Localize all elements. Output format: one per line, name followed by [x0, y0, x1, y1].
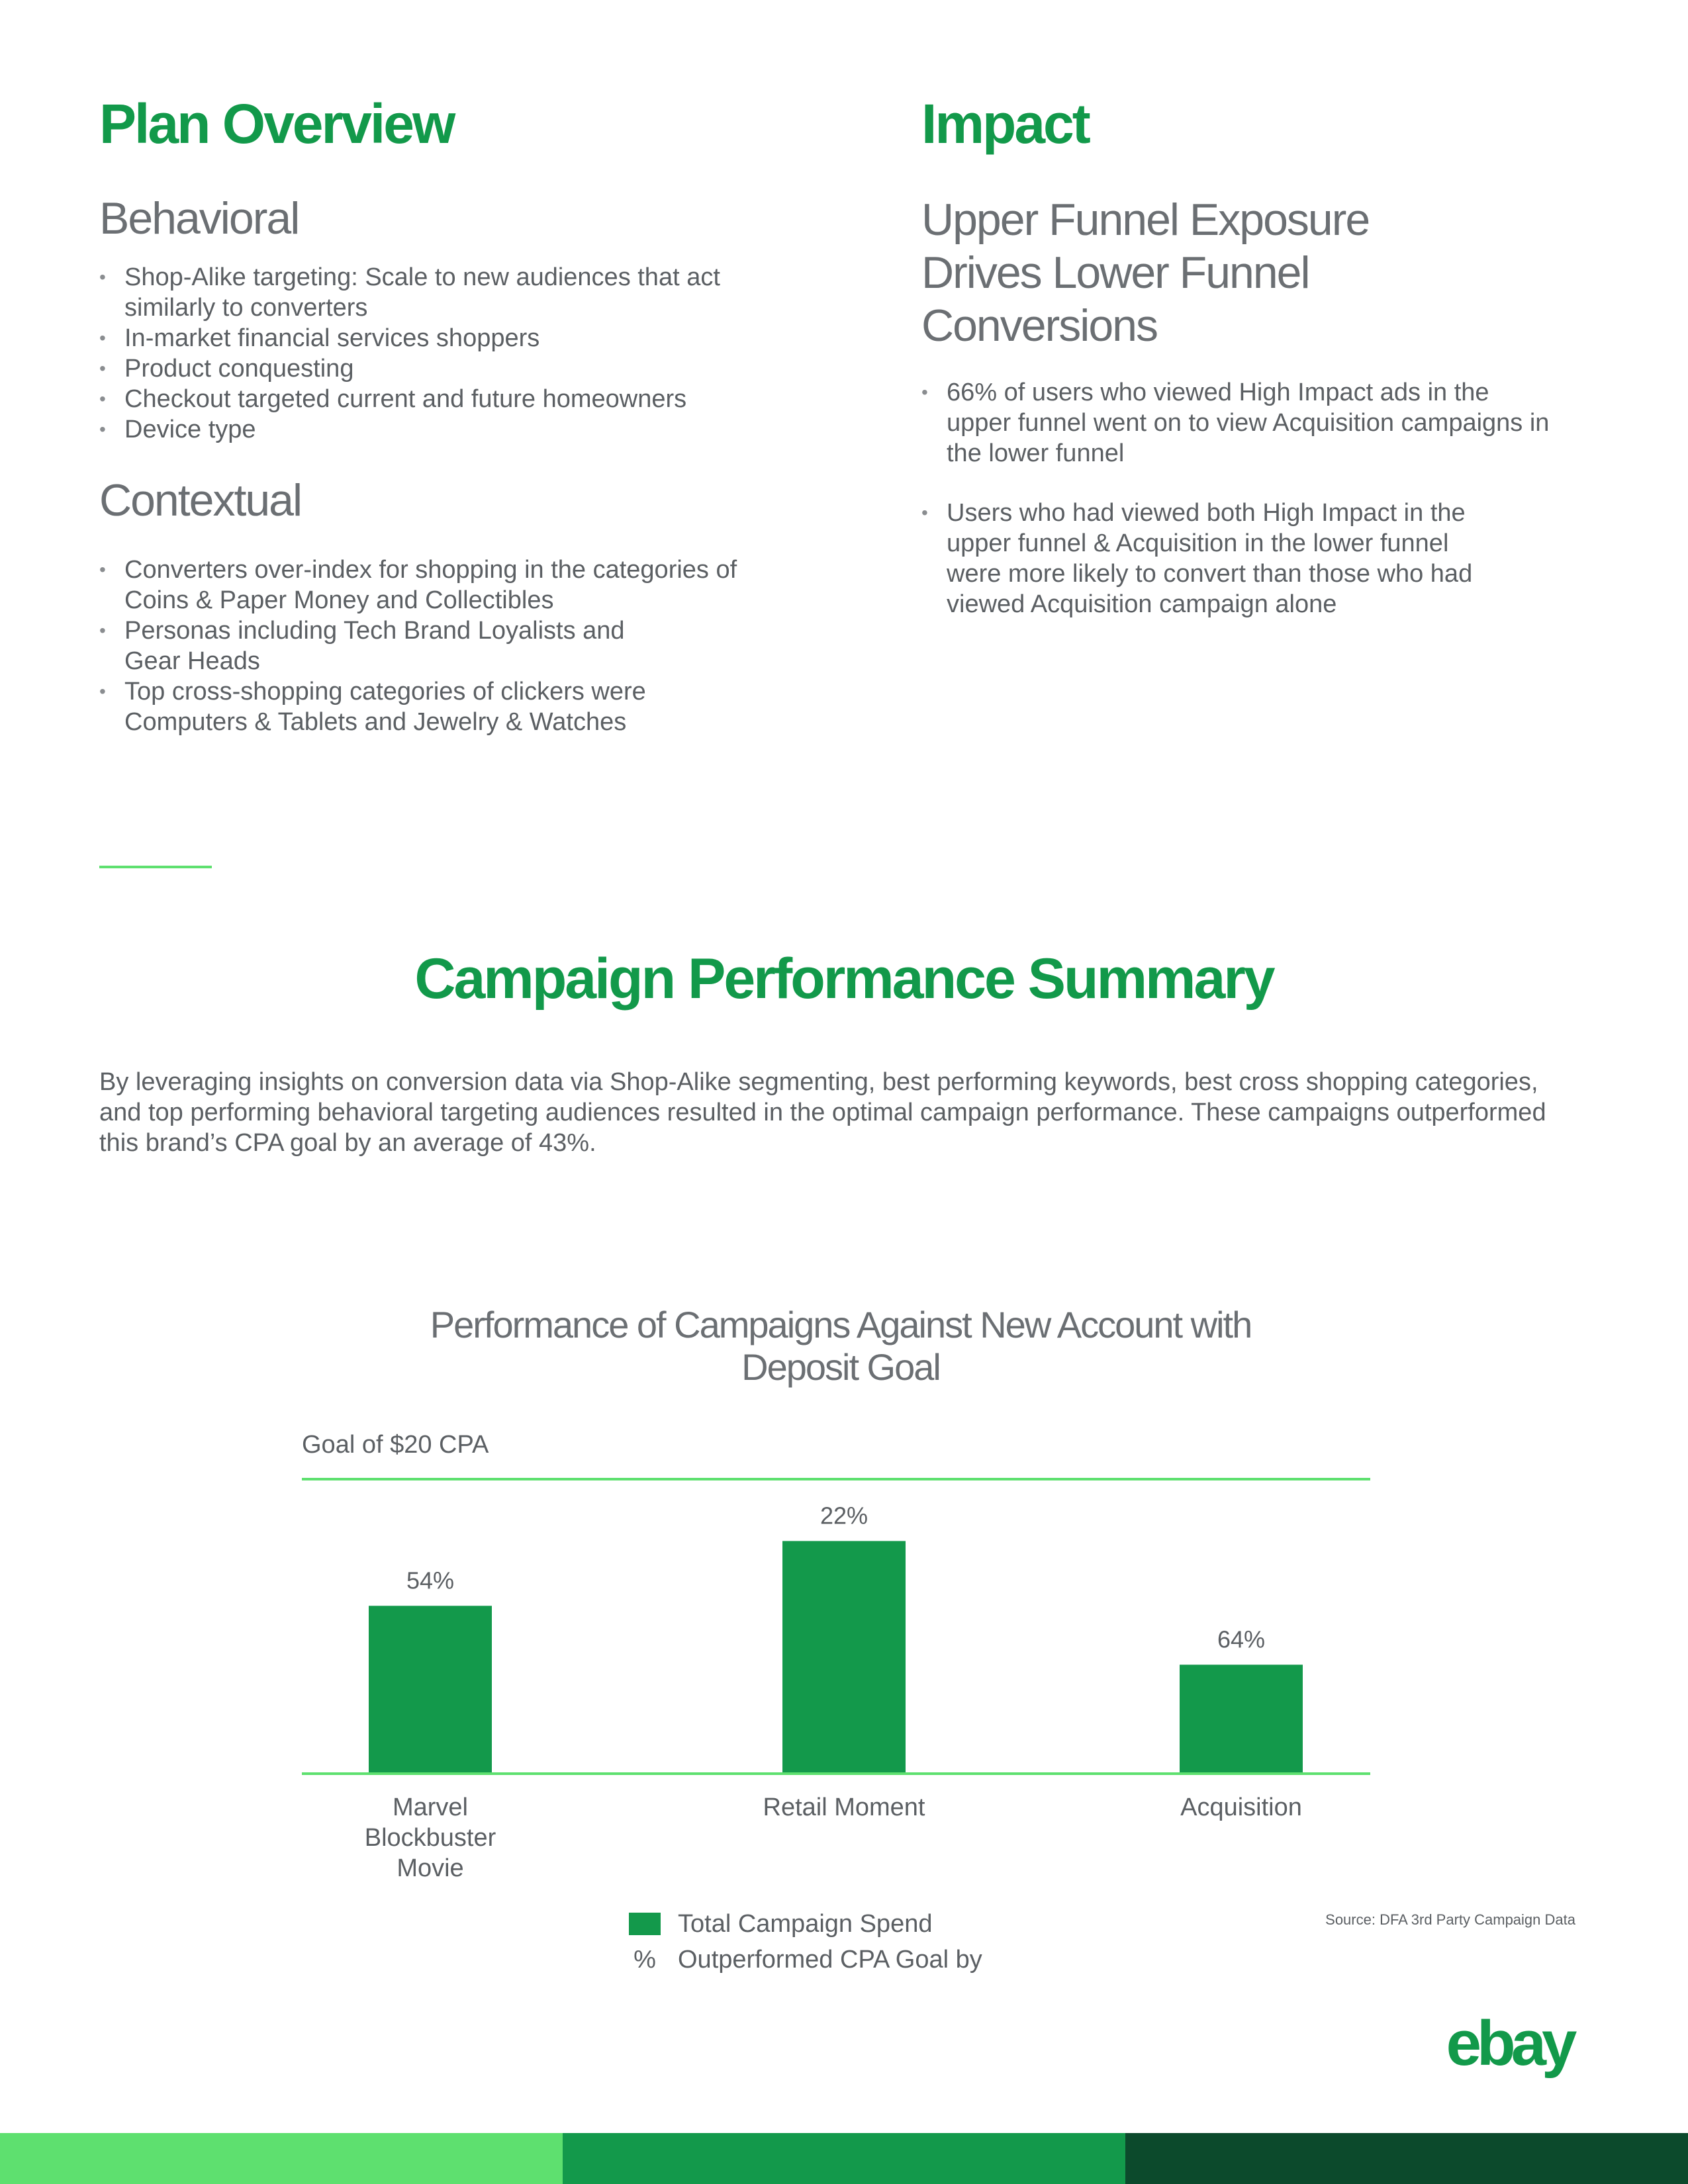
goal-label: Goal of $20 CPA [302, 1431, 489, 1459]
list-item: • Converters over-index for shopping in the categories of Coins & Paper Money and Collectibles [99, 555, 788, 615]
legend-pct-symbol: % [633, 1946, 656, 1974]
list-item: • In-market financial services shoppers [99, 323, 801, 353]
bar-chart [291, 1423, 1417, 1886]
category-label: Retail Moment [763, 1794, 925, 1821]
summary-body: By leveraging insights on conversion data via Shop-Alike segmenting, best performing keywords, best cross shopping categories, and top performing behavioral targeting audiences resulted in the optimal campaign performance. These campaigns outperformed this brand’s CPA goal by an average of 43%. [99, 1068, 1546, 1157]
category-label: Marvel Blockbuster Movie [364, 1794, 496, 1882]
footer-band-light [0, 2133, 563, 2184]
list-item: • Shop-Alike targeting: Scale to new audiences that act similarly to converters [99, 262, 801, 323]
bar [369, 1606, 492, 1774]
category-label: Acquisition [1180, 1794, 1302, 1821]
summary-title: Campaign Performance Summary [414, 947, 1274, 1011]
legend-swatch [629, 1913, 661, 1935]
contextual-list [99, 555, 788, 737]
impact-list [921, 377, 1557, 649]
legend-item-spend [629, 1906, 982, 1942]
data-label: 54% [406, 1567, 455, 1594]
chart-legend [629, 1906, 982, 1978]
footer-band-medium [563, 2133, 1125, 2184]
chart-title: Performance of Campaigns Against New Account with Deposit Goal [430, 1304, 1252, 1388]
list-item: • Top cross-shopping categories of clickers were Computers & Tablets and Jewelry & Watches [99, 676, 735, 737]
behavioral-list [99, 262, 801, 445]
plan-overview-title: Plan Overview [99, 93, 454, 155]
list-item: • Device type [99, 414, 801, 445]
contextual-heading: Contextual [99, 475, 302, 525]
behavioral-heading: Behavioral [99, 193, 299, 244]
source-note: Source: DFA 3rd Party Campaign Data [1325, 1911, 1575, 1928]
bar [782, 1541, 906, 1774]
list-item: • Product conquesting [99, 353, 801, 384]
svg-text:ebay: ebay [1446, 2012, 1573, 2079]
bar [1180, 1664, 1303, 1774]
legend-item-pct [629, 1942, 982, 1978]
section-divider [99, 866, 212, 868]
list-item: • Personas including Tech Brand Loyalists and Gear Heads [99, 615, 642, 676]
data-label: 64% [1217, 1625, 1266, 1653]
impact-subheading: Upper Funnel Exposure Drives Lower Funnel Conversions [921, 195, 1370, 351]
impact-title: Impact [921, 93, 1089, 155]
list-item: • Users who had viewed both High Impact in the upper funnel & Acquisition in the lower funnel were more likely to convert than those who had viewed Acquisition campaign alone [921, 498, 1491, 619]
ebay-logo [1430, 2012, 1589, 2085]
list-item: • 66% of users who viewed High Impact ads in the upper funnel went on to view Acquisition campaigns in the lower funnel [921, 377, 1557, 469]
legend-pct-label: Outperformed CPA Goal by [678, 1946, 982, 1974]
list-item: • Checkout targeted current and future homeowners [99, 384, 801, 414]
data-label: 22% [820, 1502, 868, 1529]
footer-band-dark [1125, 2133, 1688, 2184]
legend-spend-label: Total Campaign Spend [678, 1910, 933, 1938]
